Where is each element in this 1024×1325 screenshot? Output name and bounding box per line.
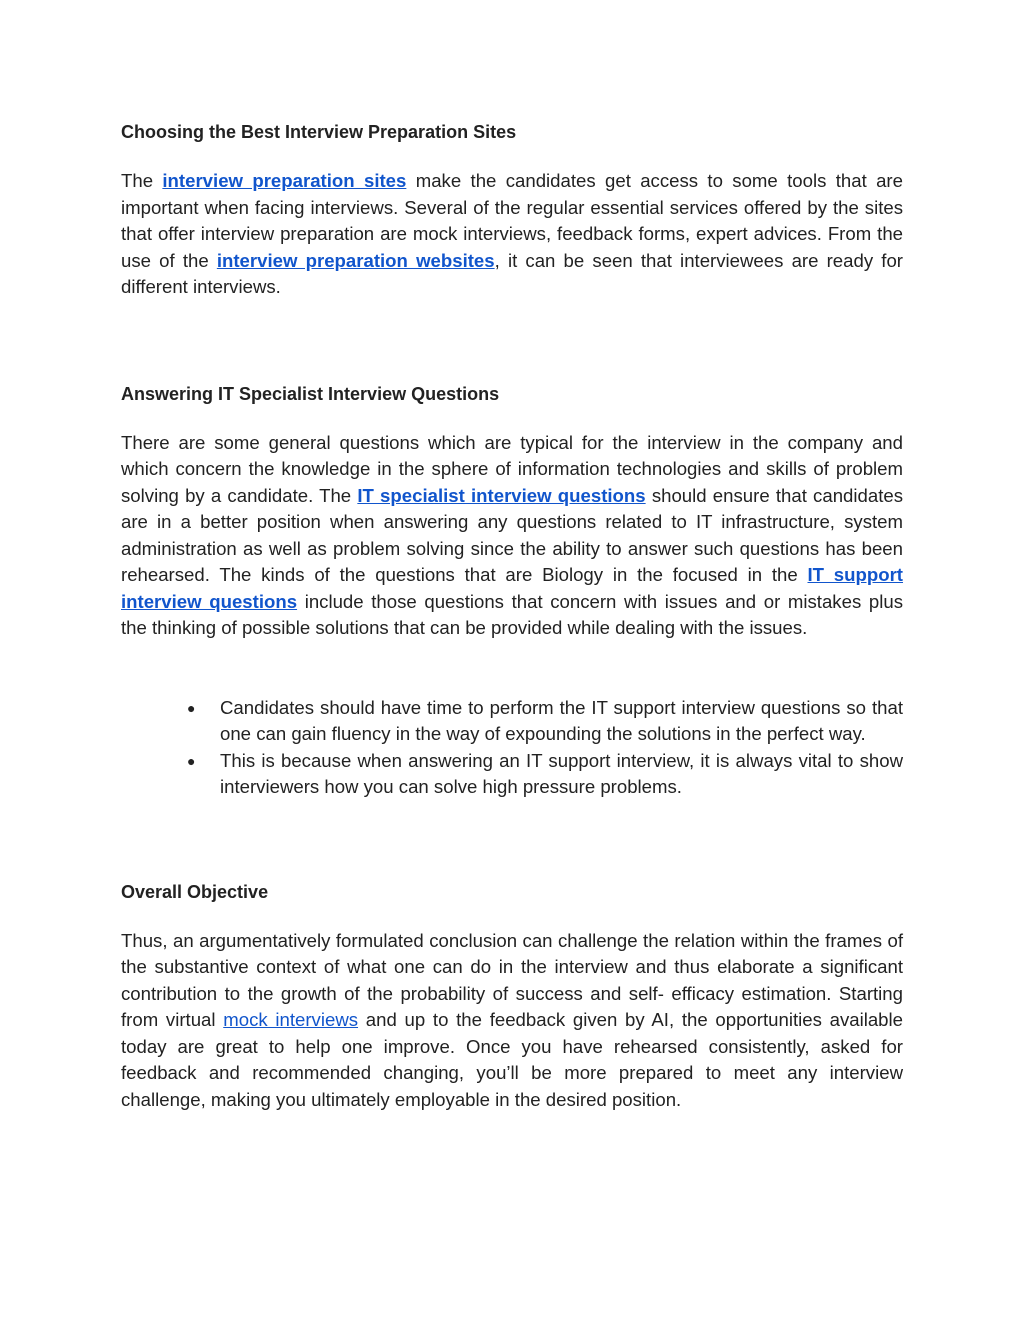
bullet-icon: ●	[187, 752, 196, 769]
section-heading-it-specialist-questions: Answering IT Specialist Interview Questions	[121, 383, 500, 404]
text-run: Thus, an argumentatively formulated conclusion can challenge the relation within the frames of the substantive context of what one can do in the interview and thus elaborate a significant contribution to the growth of the probability of success and self- efficacy estimation. Starting from virtual	[121, 929, 903, 1030]
text-run: There are some general questions which are typical for the interview in the company and which concern the knowledge in the sphere of information technologies and skills of problem solving by a candidate. The	[121, 431, 903, 506]
paragraph-overall-objective	[121, 928, 903, 1114]
text-run: include those questions that concern with issues and or mistakes plus the thinking of possible solutions that can be provided while dealing with the issues.	[121, 590, 903, 638]
link-mock-interviews[interactable]: mock interviews	[223, 1009, 359, 1030]
link-interview-preparation-websites[interactable]: interview preparation websites	[216, 249, 495, 271]
text-run: The	[121, 170, 163, 191]
document-content	[121, 118, 903, 1113]
text-run: make the candidates get access to some tools that are important when facing interviews. Several of the regular essential services offered by the sites that offer interview preparation are mock interviews, feedback forms, expert advices. From the use of the	[121, 170, 903, 271]
section-heading-overall-objective: Overall Objective	[121, 881, 269, 902]
list-item-text: Candidates should have time to perform the IT support interview questions so that one can gain fluency in the way of expounding the solutions in the perfect way.	[220, 696, 903, 744]
link-it-support-interview-questions[interactable]: IT support interview questions	[121, 564, 904, 612]
list-item	[187, 748, 903, 801]
paragraph-it-specialist-questions	[121, 430, 903, 642]
bullet-list	[121, 695, 903, 801]
text-run: should ensure that candidates are in a better position when answering any questions related to IT infrastructure, system administration as well as problem solving since the ability to answer such questions has been rehearsed. The kinds of the questions that are Biology in the focused in the	[121, 484, 903, 585]
text-run: and up to the feedback given by AI, the opportunities available today are great to help one improve. Once you have rehearsed consistently, asked for feedback and recommended changing, you’ll be more prepared to meet any interview challenge, making you ultimately employable in the desired position.	[121, 1009, 903, 1110]
link-it-specialist-interview-questions[interactable]: IT specialist interview questions	[357, 484, 646, 506]
list-item-text: This is because when answering an IT support interview, it is always vital to show interviewers how you can solve high pressure problems.	[220, 749, 903, 797]
text-run: , it can be seen that interviewees are ready for different interviews.	[121, 249, 903, 297]
list-item	[187, 695, 903, 748]
section-heading-interview-prep-sites: Choosing the Best Interview Preparation Sites	[121, 122, 517, 142]
link-interview-preparation-sites[interactable]: interview preparation sites	[162, 170, 407, 191]
bullet-icon: ●	[187, 699, 196, 716]
paragraph-interview-prep-sites	[121, 168, 903, 301]
